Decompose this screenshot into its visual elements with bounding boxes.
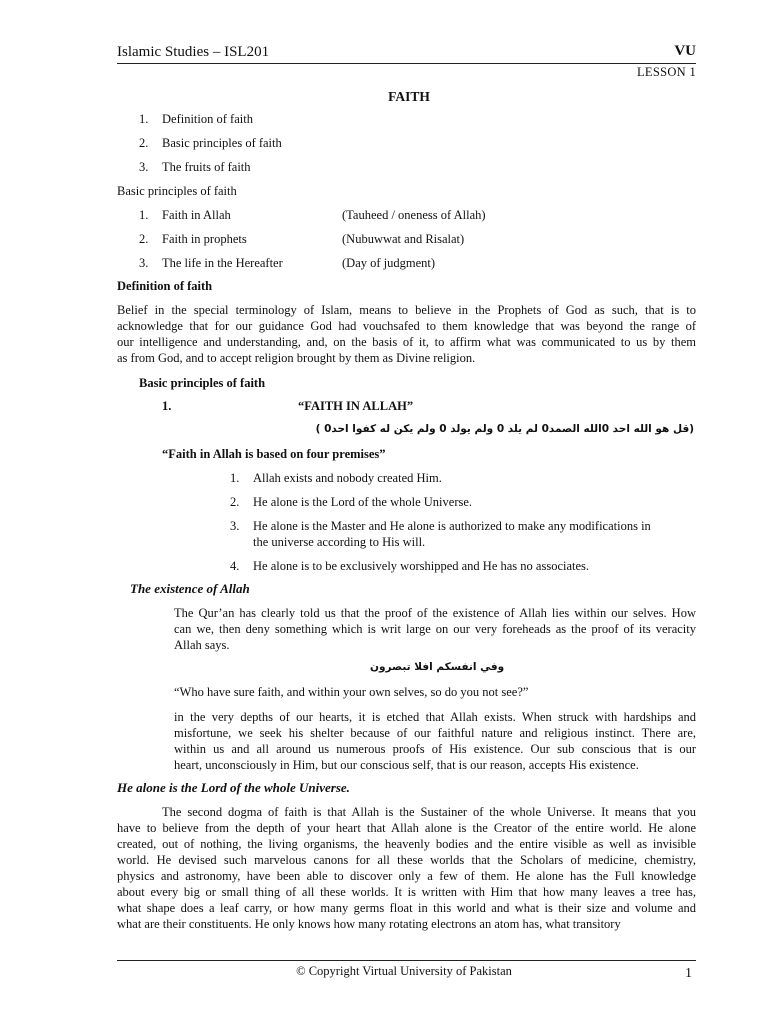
principle-num: 2. bbox=[139, 232, 149, 246]
principle-note: (Tauheed / oneness of Allah) bbox=[342, 208, 486, 222]
premise-num: 2. bbox=[230, 495, 240, 509]
premise-num: 4. bbox=[230, 559, 240, 573]
principle-note: (Nubuwwat and Risalat) bbox=[342, 232, 465, 246]
toc-num: 1. bbox=[139, 112, 149, 126]
paragraph-line: Allah says. bbox=[174, 638, 230, 652]
header-divider bbox=[117, 63, 696, 64]
paragraph-line: what are their constituents. He only knows how many rotating electrons an atom has, what transitory bbox=[117, 917, 621, 931]
premise-text-cont: the universe according to His will. bbox=[253, 535, 426, 549]
paragraph-line: world. He devised such marvelous canons for all these worlds that the Scholars of medicine, chemistry, bbox=[117, 853, 696, 867]
toc-item: Definition of faith bbox=[162, 112, 253, 126]
toc-item: Basic principles of faith bbox=[162, 136, 282, 150]
paragraph-line: acknowledge that for our guidance God had vouchsafed to them knowledge that was beyond the range of bbox=[117, 319, 696, 333]
toc-num: 2. bbox=[139, 136, 149, 150]
principle-note: (Day of judgment) bbox=[342, 256, 436, 270]
premise-text: He alone is the Lord of the whole Universe. bbox=[253, 495, 473, 509]
paragraph-line: heart, unconsciously in Him, but our conscious self, that is our reason, accepts His existence. bbox=[174, 758, 639, 772]
footer-copyright: © Copyright Virtual University of Pakistan bbox=[296, 964, 512, 978]
definition-heading: Definition of faith bbox=[117, 279, 213, 293]
premises-heading: “Faith in Allah is based on four premises” bbox=[162, 447, 386, 461]
section-subheading: Basic principles of faith bbox=[117, 184, 237, 198]
principle-text: Faith in prophets bbox=[162, 232, 247, 246]
paragraph-line: as from God, and to accept religion brought by them as Divine religion. bbox=[117, 351, 476, 365]
paragraph-line: Belief in the special terminology of Islam, means to believe in the Prophets of God as such, that is to bbox=[117, 303, 696, 317]
page-number: 1 bbox=[685, 966, 692, 981]
arabic-verse: (قل هو الله احد 0الله الصمد0 لم يلد 0 ولم يولد 0 ولم يكن له كفوا احد0 ) bbox=[315, 423, 694, 435]
principle-num: 3. bbox=[139, 256, 149, 270]
principle-num: 1. bbox=[139, 208, 149, 222]
premise-num: 3. bbox=[230, 519, 240, 533]
paragraph-line: in the very depths of our hearts, it is etched that Allah exists. When struck with hardships and bbox=[174, 710, 696, 724]
principle-text: The life in the Hereafter bbox=[162, 256, 283, 270]
premise-text: Allah exists and nobody created Him. bbox=[253, 471, 442, 485]
paragraph-line: created, out of nothing, the living organisms, the heavenly bodies and the entire visible as well as invisible bbox=[117, 837, 696, 851]
paragraph-line: about every big or small thing of all these worlds. It is written with Him that how many leaves a tree has, bbox=[117, 885, 696, 899]
paragraph-line: within us and all around us numerous proofs of His existence. Our sub conscious that is our bbox=[174, 742, 696, 756]
faith-number: 1. bbox=[162, 399, 172, 413]
premise-num: 1. bbox=[230, 471, 240, 485]
paragraph-line: physics and astronomy, have been able to discover only a few of them. He alone has the Full knowledge bbox=[117, 869, 696, 883]
paragraph-line: what shape does a leaf carry, or how many germs float in this world and what is their size and volume and bbox=[117, 901, 696, 915]
page-title: FAITH bbox=[388, 89, 430, 104]
principle-text: Faith in Allah bbox=[162, 208, 231, 222]
arabic-verse-2: وفي انفسكم افلا تبصرون bbox=[370, 661, 505, 673]
basic-principles-heading: Basic principles of faith bbox=[139, 376, 266, 390]
premise-text: He alone is the Master and He alone is authorized to make any modifications in bbox=[253, 519, 651, 533]
toc-item: The fruits of faith bbox=[162, 160, 251, 174]
toc-num: 3. bbox=[139, 160, 149, 174]
paragraph-line: our intelligence and understanding, and, on the basis of it, to affirm what was communicated to us by them bbox=[117, 335, 696, 349]
existence-heading: The existence of Allah bbox=[130, 581, 250, 596]
paragraph-line: have to believe from the depth of your heart that Allah alone is the Creator of the entire world. He alone bbox=[117, 821, 696, 835]
header-course: Islamic Studies – ISL201 bbox=[117, 44, 270, 60]
paragraph-line: The second dogma of faith is that Allah is the Sustainer of the whole Universe. It means that you bbox=[162, 805, 696, 819]
footer-divider bbox=[117, 960, 696, 961]
lesson-label: LESSON 1 bbox=[636, 65, 696, 79]
faith-in-allah-heading: “FAITH IN ALLAH” bbox=[298, 399, 414, 413]
lord-heading: He alone is the Lord of the whole Universe. bbox=[117, 780, 350, 795]
premise-text: He alone is to be exclusively worshipped and He has no associates. bbox=[253, 559, 590, 573]
quote: “Who have sure faith, and within your own selves, so do you not see?” bbox=[174, 685, 529, 699]
header-brand: VU bbox=[674, 43, 696, 59]
paragraph-line: can we, then deny something which is writ large on our very foreheads as the proof of its veracity bbox=[174, 622, 696, 636]
paragraph-line: The Qur’an has clearly told us that the proof of the existence of Allah lies within our selves. How bbox=[174, 606, 696, 620]
paragraph-line: misfortune, we seek his shelter because of our faithful nature and religious instinct. There are, bbox=[174, 726, 696, 740]
